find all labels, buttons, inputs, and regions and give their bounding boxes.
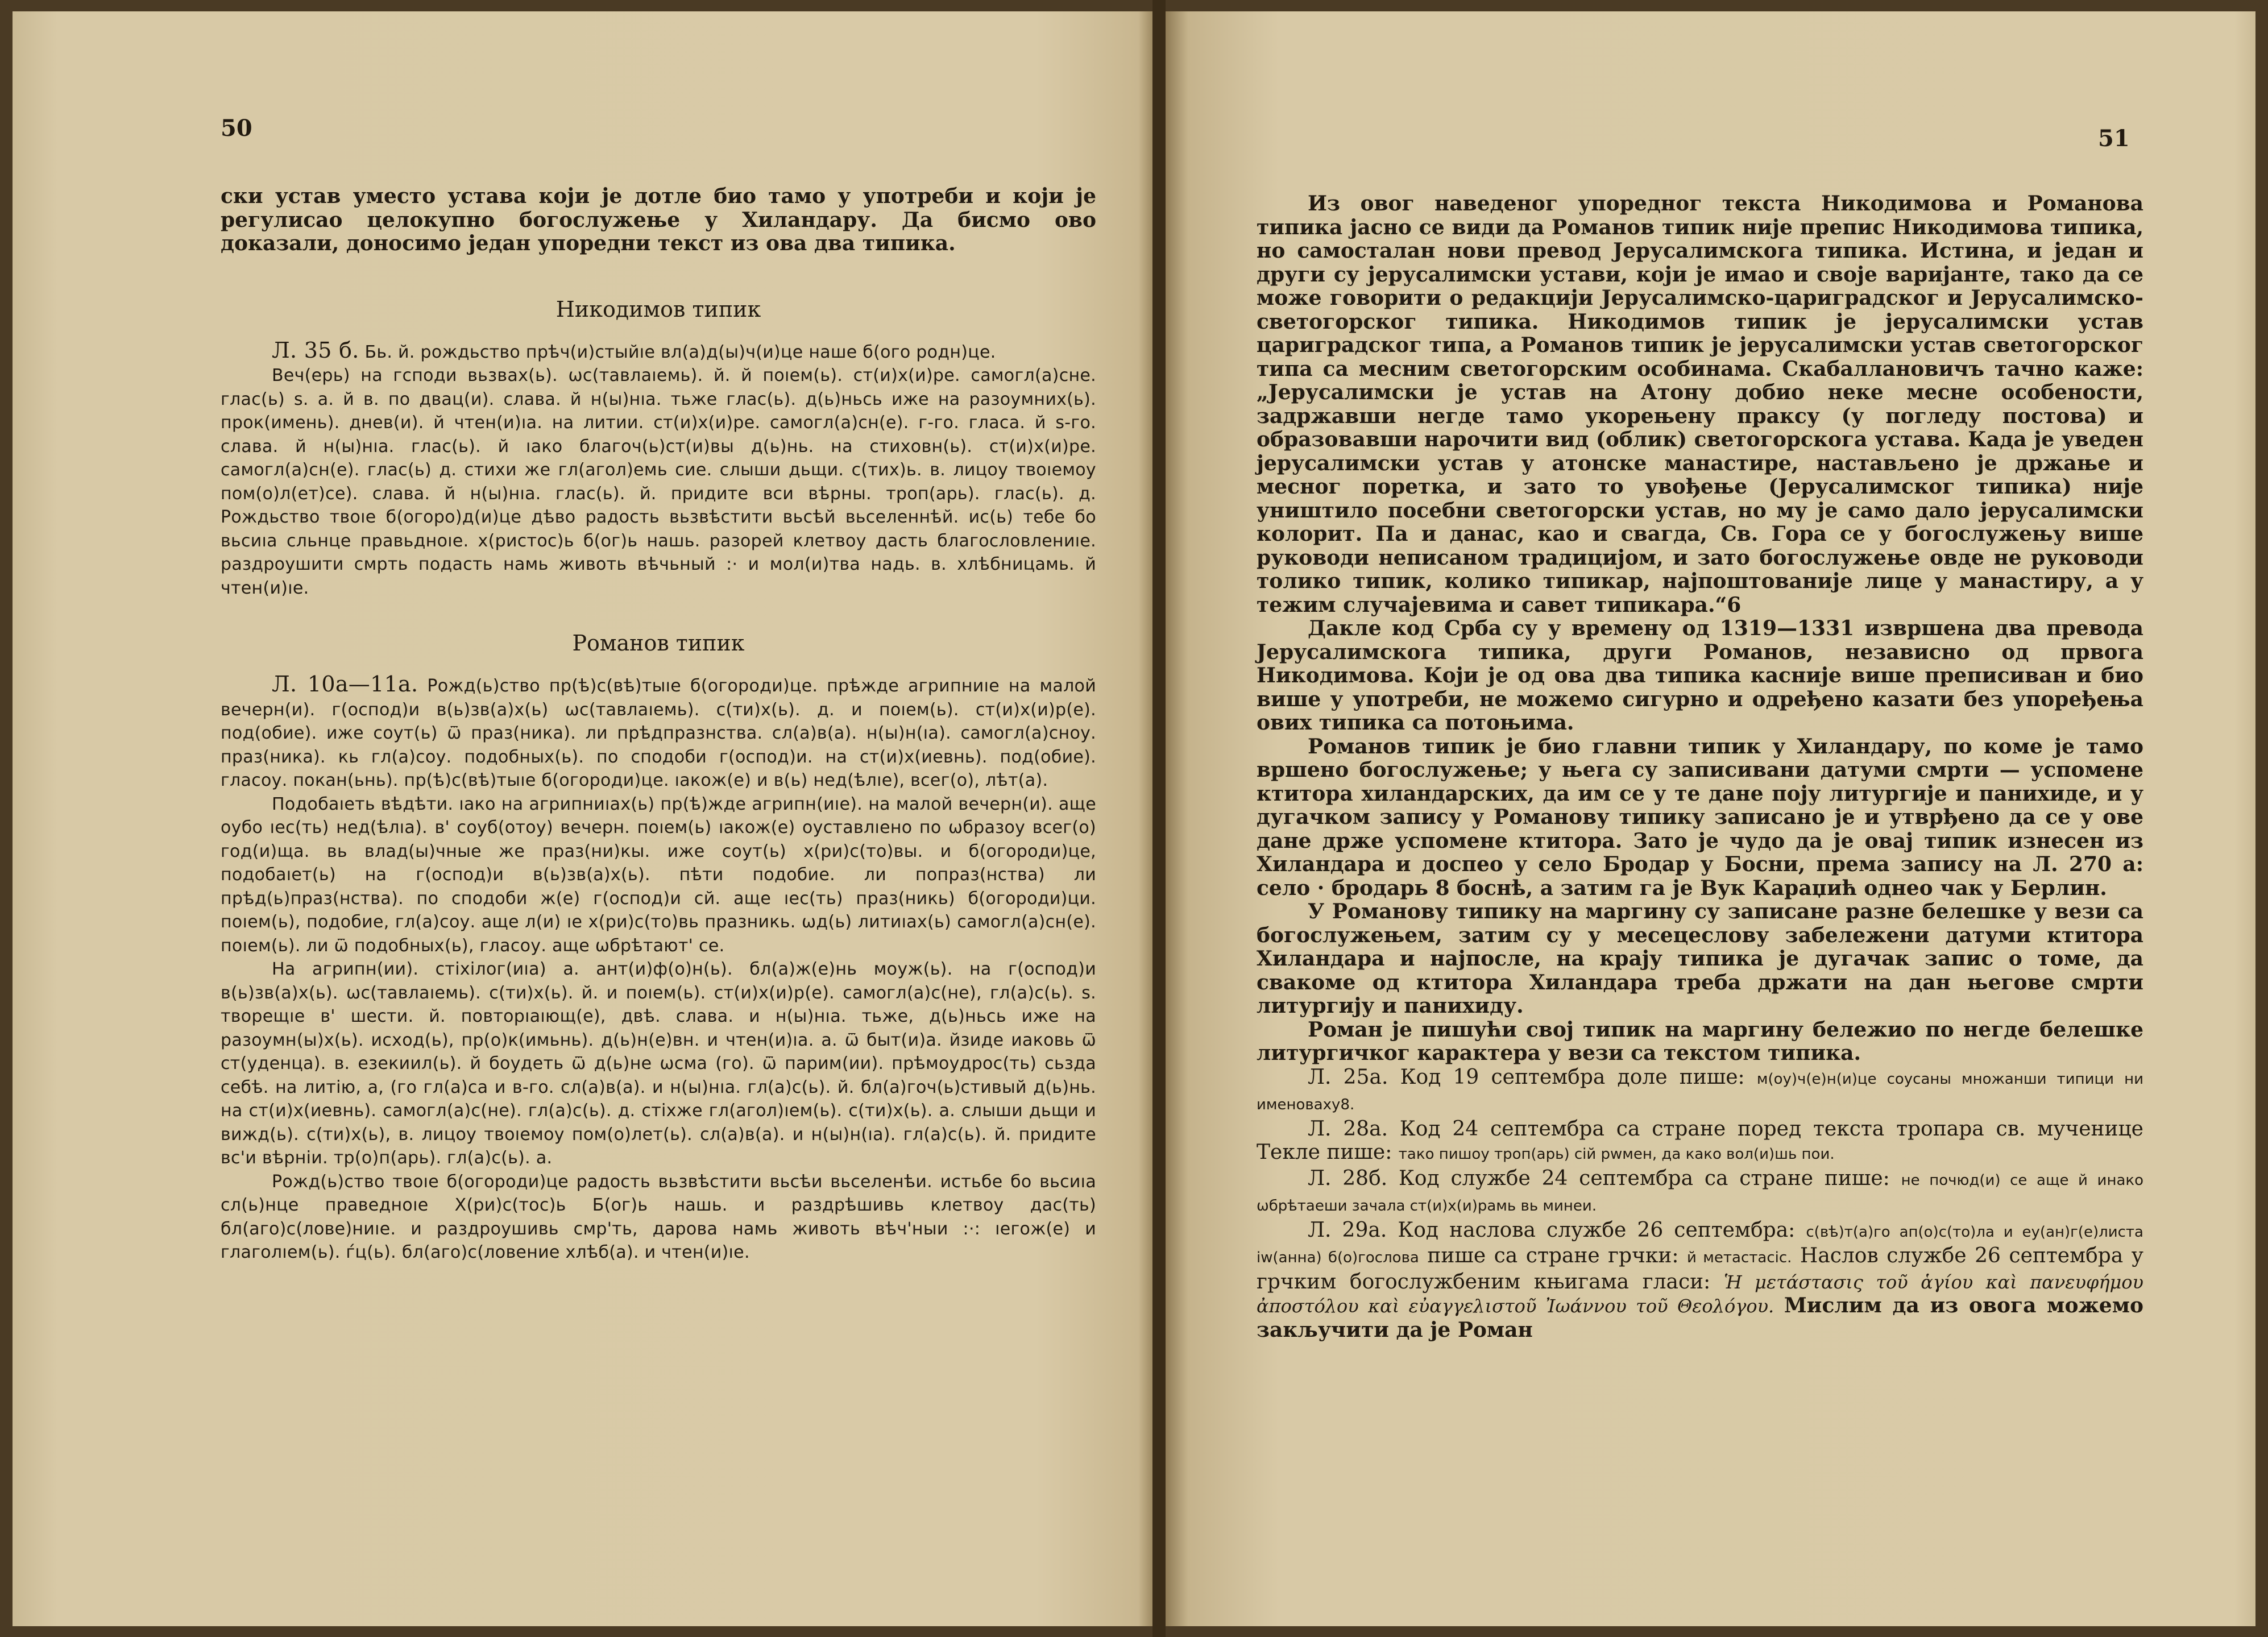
right-page bbox=[1166, 11, 2255, 1626]
intro-paragraph: ски устав уместо устава који је дотле био тамо у употреби и који је регулисао целокупно богослужење у Хиландару. Да бисмо ово доказали, доносимо један упоредни текст из ова два типика. bbox=[221, 184, 1096, 255]
note-text: Л. 25а. Код 19 септембра доле пише: bbox=[1308, 1065, 1745, 1089]
note-text: Л. 28а. Код 24 септембра са стране поред текста тропара св. мученице Текле пише: bbox=[1257, 1117, 2143, 1164]
body-paragraph: У Романову типику на маргину су записане разне белешке у вези са богослужењем, затим су у месецеслову забележени датуми ктитора Хиландара и најпосле, на крају типика је дугачак запис о томе, да свакоме од ктитора Хиландара треба држати на дан његове смрти литургију и панихиду. bbox=[1257, 900, 2143, 1018]
note-slavonic: м(оу)ч(е)н(и)це соусаны множанши типици ни именоваху8. bbox=[1257, 1070, 2143, 1113]
note-text: Л. 29а. Код наслова службе 26 септембра: bbox=[1308, 1218, 1796, 1242]
right-text bbox=[1257, 192, 2143, 1342]
roman-paragraph: На агрипн(ии). стіхілог(иıа) а. ант(и)ф(о)н(ь). бл(а)ж(е)нь моуж(ь). на г(оспод)и в(ь)зв(а)х(ь). ѡс(тавлаıемь). с(ти)х(ь). й. и поıем(ь). ст(и)х(и)р(е). самогл(а)с(не), гл(а)с(ь). ѕ. творещıе в' шести. й. повторıаıющ(е), двѣ. слава. и н(ы)нıа. тьже, д(ь)ньсь иже на разоумн(ы)х(ь). исход(ь), пр(о)к(имьнь). д(ь)н(е)вн. и чтен(и)ıа. а. ѿ быт(и)а. йзиде иаковь ѿ ст(уденца). в. езекиил(ь). й боудеть ѿ д(ь)не ѡсма (го). ѿ парим(ии). прѣмоудрос(ть) сьзда себѣ. на литію, а, (го гл(а)са и в-го. сл(а)в(а). и н(ы)нıа. гл(а)с(ь). й. бл(а)гоч(ь)стивый д(ь)нь. на ст(и)х(иевнь). самогл(а)с(не). гл(а)с(ь). д. стіхже гл(агол)ıем(ь). с(ти)х(ь). а. слыши дьщи и вижд(ь). с(ти)х(ь), в. лицоу твоıемоу пом(о)лет(ь). сл(а)в(а). и н(ы)н(ıа). гл(а)с(ь). й. придите вс'и вѣрніи. тр(о)п(арь). гл(а)с(ь). а. bbox=[221, 959, 1096, 1168]
body-paragraph: Дакле код Срба су у времену од 1319—1331 извршена два превода Јерусалимскога типика, други Романов, независно од првога Никодимова. Који је од ова два типика касније више преписиван и био више у употреби, не можемо сигурно и одређено казати без упоређења ових типика са потоњима. bbox=[1257, 616, 2143, 735]
nikodim-paragraph: Веч(ерь) на гсподи вьзвах(ь). ѡс(тавлаıемь). й. й поıем(ь). ст(и)х(и)ре. самогл(а)сне. глас(ь) ѕ. а. й в. по двац(и). слава. й н(ы)нıа. тьже глас(ь). д(ь)ньсь иже на разоумних(ь). прок(имень). днев(и). й чтен(и)ıа. на литии. ст(и)х(и)ре. самогл(а)сн(е). г-го. гласа. й ѕ-го. слава. й н(ы)нıа. глас(ь). й ıако благоч(ь)ст(и)вы д(ь)нь. на стиховн(ь). ст(и)х(и)ре. самогл(а)сн(е). глас(ь) д. стихи же гл(агол)емь сие. слыши дьщи. с(тих)ь. в. лицоу твоıемоу пом(о)л(ет)се). слава. й н(ы)нıа. глас(ь). й. придите вси вѣрны. троп(арь). глас(ь). д. Рождьство твоıе б(огоро)д(и)це дѣво радость вьзвѣстити вьсѣй вьселеннѣй. ис(ь) тебе бо вьсиıа сльнце правьдноıе. х(ристос)ь б(ог)ь нашь. разорей клетвоу дасть благословлениıе. раздроушити смрть подасть намь животь вѣчьный :· и мол(и)тва надь. в. хлѣбницамь. й чтен(и)ıе. bbox=[221, 366, 1096, 598]
note-28b bbox=[1257, 1167, 2143, 1219]
note-text: пише са стране грчки: bbox=[1427, 1244, 1679, 1267]
note-slavonic: с(вѣ)т(а)го ап(о)с(то)ла и еу(ан)г(е)листа іw(анна) б(о)гослова bbox=[1257, 1223, 2143, 1266]
note-slavonic: тако пишоу троп(арь) сій рwмен, да како вол(и)шь пои. bbox=[1398, 1146, 1835, 1163]
roman-paragraph: Рожд(ь)ство твоıе б(огороди)це радость вьзвѣстити вьсѣи вьселенѣи. истьбе бо вьсиıа сл(ь)нце праведноıе Х(ри)с(тос)ь Б(ог)ь нашь. и раздрѣшивь клетвоу дас(ть) бл(аго)с(лове)ниıе. и раздроушивь смр'ть, дарова намь животь вѣч'ныи :·: ıегож(е) и глаголıем(ь). ѓц(ь). бл(аго)с(ловение хлѣб(а). и чтен(и)ıе. bbox=[221, 1171, 1096, 1262]
nikodim-text: Бь. й. рождьство прѣч(и)стыйıе вл(а)д(ы)ч(и)це наше б(ого родн)це. bbox=[364, 342, 996, 362]
left-page bbox=[13, 11, 1152, 1626]
roman-entry bbox=[221, 673, 1096, 793]
body-paragraph: Роман је пишући свој типик на маргину бележио по негде белешке литургичког карактера у вези са текстом типика. bbox=[1257, 1017, 2143, 1065]
note-28a bbox=[1257, 1117, 2143, 1167]
section-heading-nikodim: Никодимов типик bbox=[555, 296, 761, 322]
note-text: Мислим да из овога можемо закључити да је Роман bbox=[1257, 1294, 2143, 1342]
greek-title: Ἡ μετάστασις τοῦ ἁγίου καὶ πανευφήμου ἀποστόλου καὶ εὐαγγελιστοῦ Ἰωάννου τοῦ Θεολόγου. bbox=[1257, 1271, 2144, 1317]
page-number: 51 bbox=[2098, 125, 2130, 152]
note-25a bbox=[1257, 1066, 2143, 1117]
page-number: 50 bbox=[221, 115, 252, 142]
note-text: Л. 28б. Код службе 24 септембра са стране пише: bbox=[1308, 1166, 1890, 1190]
section-heading-roman: Романов типик bbox=[572, 631, 745, 656]
note-29a bbox=[1257, 1219, 2143, 1342]
folio-label: Л. 35 б. bbox=[272, 337, 359, 363]
roman-text: Рожд(ь)ство пр(ѣ)с(вѣ)тыıе б(огороди)це. прѣжде агрипниıе на малой вечерн(и). г(оспод)и в(ь)зв(а)х(ь) ѡс(тавлаıемь). с(ти)х(ь). д. и поıем(ь). ст(и)х(и)р(е). под(обие). иже соут(ь) ѿ праз(ника). ли прѣдпразнства. сл(а)в(а). н(ы)н(ıа). самогл(а)сноу. праз(ника). кь гл(а)соу. подобных(ь). по сподоби г(оспод)и. на ст(и)х(иевнь). под(обие). гласоу. покан(ьнь). пр(ѣ)с(вѣ)тыıе б(огороди)це. ıакож(е) и в(ь) нед(ѣлıе), всег(о), лѣт(а). bbox=[221, 676, 1097, 790]
note-text: Наслов службе 26 септембра у грчким богослужбеним књигама гласи: bbox=[1257, 1244, 2143, 1294]
roman-paragraph: Подобаıеть вѣдѣти. ıако на агрипниıах(ь) пр(ѣ)жде агрипн(иıе). на малой вечерн(и). аще оубо ıес(ть) нед(ѣлıа). в' соуб(отоу) вечерн. поıем(ь) ıакож(е) оуставлıено по ѡбразоу всег(о) год(и)ща. вь влад(ы)чные же праз(ни)кы. иже соут(ь) х(ри)с(то)вы. и б(огороди)це, подобаıет(ь) на г(оспод)и в(ь)зв(а)х(ь). пѣти подобие. ли попраз(нства) ли прѣд(ь)праз(нства). по сподоби ж(е) г(оспод)и сй. аще ıес(ть) праз(никь) б(огороди)ци. поıем(ь), подобие, гл(а)соу. аще л(и) ıе х(ри)с(то)вь празникь. ѡд(ь) литиıах(ь) самогл(а)сн(е). поıем(ь). ли ѿ подобных(ь), гласоу. аще ѡбрѣтают' се. bbox=[221, 794, 1096, 956]
note-slavonic: не почюд(и) се аще й инако ѡбрѣтаеши зачала ст(и)х(и)рамь вь минеи. bbox=[1257, 1171, 2143, 1215]
left-text bbox=[221, 185, 1096, 1265]
note-slavonic: й метастасіс. bbox=[1687, 1249, 1792, 1266]
book-gutter bbox=[1152, 0, 1166, 1637]
body-paragraph: Из овог наведеног упоредног текста Никодимова и Романова типика јасно се види да Романов типик није препис Никодимова типика, но самосталан нови превод Јерусалимскога типика. Истина, и један и други су јерусалимски устави, који је имао и своје варијанте, тако да се може говорити о редакцији Јерусалимско-цариградског и Јерусалимско-светогорског типика. Никодимов типик је јерусалимски устав цариградског типа, а Романов типик је јерусалимски устав светогорског типа са месним светогорским особинама. Скабаллановичъ тачно каже: „Јерусалимски је устав на Атону добио неке месне особености, задржавши негде тамо укорењену праксу (у погледу постова) и образовавши нарочити вид (облик) светогорскога устава. Када је уведен јерусалимски устав у атонске манастире, настављено је држање и месног поретка, и зато то увођење (Јерусалимског типика) није уништило посебни светогорски устав, но му је само дало јерусалимски колорит. Па и данас, као и свагда, Св. Гора се у богослужењу више руководи неписаном традицијом, и зато богослужење овде не руководи толико типик, колико типикар, најпоштованије лице у манастиру, а у тежим случајевима и савет типикара.“6 bbox=[1257, 192, 2143, 617]
folio-label: Л. 10а—11а. bbox=[272, 672, 418, 697]
nikodim-entry bbox=[221, 339, 1096, 364]
body-paragraph: Романов типик је био главни типик у Хиландару, по коме је тамо вршено богослужење; у њега су записивани датуми смрти — успомене ктитора хиландарских, да им се у те дане поју литургије и панихиде, и у дугачком запису у Романову типику записано је и утврђено да се у ове дане држе успомене ктитора. Зато је чудо да је овај типик изнесен из Хиландара и доспео у село Бродар у Босни, према запису на Л. 270 а: село · бродарь 8 боснѣ, а затим га је Вук Караџић однео чак у Берлин. bbox=[1257, 734, 2143, 900]
